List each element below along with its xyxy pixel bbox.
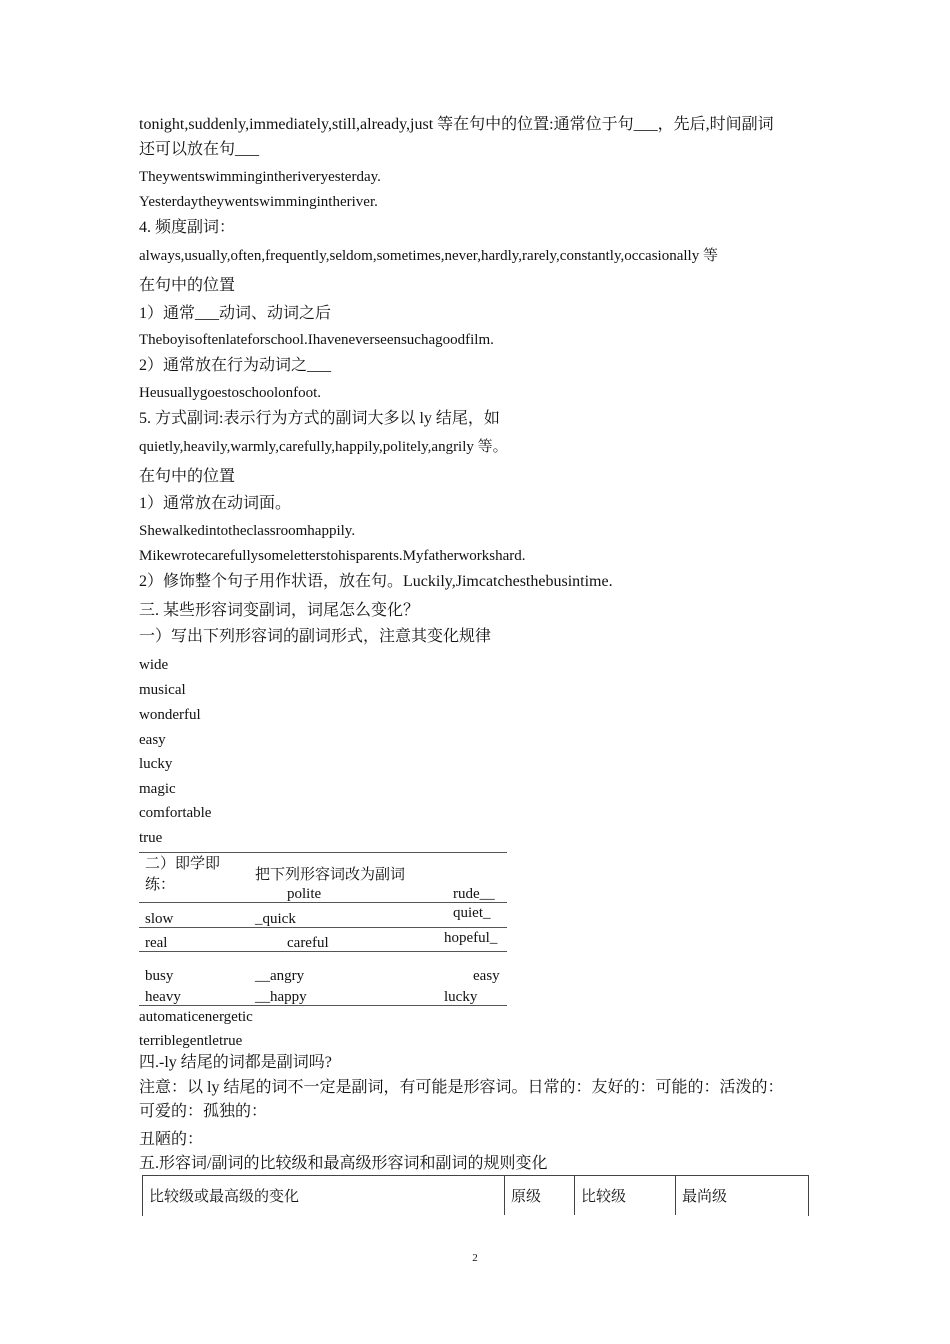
text-line: 一）写出下列形容词的副词形式，注意其变化规律: [139, 628, 492, 645]
word-item: comfortable: [139, 805, 212, 821]
page-number: 2: [472, 1252, 478, 1264]
table-cell: busy: [145, 968, 174, 984]
text-line: Theboyisoftenlateforschool.Ihaveneverseensuchagoodfilm.: [139, 332, 494, 348]
text-line: 丑陋的：: [139, 1131, 204, 1148]
section-heading: 4. 频度副词：: [139, 219, 236, 236]
text-line: 可爱的：孤独的：: [139, 1103, 268, 1120]
word-item: musical: [139, 682, 186, 698]
table-divider: [574, 1175, 575, 1215]
text-line: quietly,heavily,warmly,carefully,happily,politely,angrily 等。: [139, 439, 508, 455]
table-cell: quiet_: [453, 905, 491, 921]
table-divider: [504, 1175, 505, 1215]
text-line: 还可以放在句___: [139, 141, 260, 158]
text-line: always,usually,often,frequently,seldom,sometimes,never,hardly,rarely,constantly,occasionally 等: [139, 248, 718, 264]
table-rule: [139, 927, 507, 928]
text-line: terriblegentletrue: [139, 1033, 243, 1049]
table-cell: rude__: [453, 886, 495, 902]
text-line: 2）修饰整个句子用作状语，放在句。Luckily,Jimcatchesthebusintime.: [139, 573, 613, 590]
text-line: 1）通常放在动词面。: [139, 495, 292, 512]
table-header-cell: 原级: [511, 1189, 542, 1205]
section-heading: 5. 方式副词:表示行为方式的副词大多以 ly 结尾，如: [139, 410, 500, 427]
text-line: 2）通常放在行为动词之___: [139, 357, 332, 374]
text-line: Shewalkedintotheclassroomhappily.: [139, 523, 356, 539]
table-cell: lucky: [444, 989, 478, 1005]
table-rule: [139, 902, 507, 903]
table-header-cell: 最尚级: [682, 1189, 728, 1205]
table-instruction: 把下列形容词改为副词: [255, 867, 406, 883]
text-line: Theywentswimmingintheriveryesterday.: [139, 169, 381, 185]
table-title: 练：: [145, 877, 176, 893]
table-cell: __angry: [255, 968, 305, 984]
section-heading: 四.-ly 结尾的词都是副词吗?: [139, 1054, 332, 1071]
word-item: wide: [139, 657, 169, 673]
text-line: 在句中的位置: [139, 277, 236, 294]
word-item: wonderful: [139, 707, 201, 723]
table-cell: heavy: [145, 989, 181, 1005]
text-line: 在句中的位置: [139, 468, 236, 485]
table-rule: [139, 852, 507, 853]
table-cell: careful: [287, 935, 329, 951]
table-cell: hopeful_: [444, 930, 498, 946]
table-cell: slow: [145, 911, 174, 927]
word-item: magic: [139, 781, 176, 797]
word-item: easy: [139, 732, 166, 748]
text-line: Mikewrotecarefullysomeletterstohisparents.Myfatherworkshard.: [139, 548, 526, 564]
table-header-cell: 比较级: [581, 1189, 627, 1205]
text-line: 1）通常___动词、动词之后: [139, 305, 332, 322]
section-heading: 三. 某些形容词变副词，词尾怎么变化？: [139, 602, 420, 619]
table-title: 二）即学即: [145, 856, 221, 872]
text-line: automaticenergetic: [139, 1009, 253, 1025]
table-cell: _quick: [255, 911, 296, 927]
table-cell: easy: [473, 968, 500, 984]
table-divider: [675, 1175, 676, 1215]
word-item: true: [139, 830, 163, 846]
word-item: lucky: [139, 756, 173, 772]
text-line: 注意：以 ly 结尾的词不一定是副词，有可能是形容词。日常的：友好的：可能的：活泼的：: [139, 1079, 784, 1096]
section-heading: 五.形容词/副词的比较级和最高级形容词和副词的规则变化: [139, 1155, 548, 1172]
table-cell: __happy: [255, 989, 307, 1005]
table-cell: polite: [287, 886, 322, 902]
text-line: tonight,suddenly,immediately,still,already,just 等在句中的位置:通常位于句___，先后,时间副词: [139, 116, 774, 133]
table-cell: real: [145, 935, 168, 951]
text-line: Yesterdaytheywentswimmingintheriver.: [139, 194, 378, 210]
table-header-cell: 比较级或最高级的变化: [149, 1189, 300, 1205]
text-line: Heusuallygoestoschoolonfoot.: [139, 385, 322, 401]
